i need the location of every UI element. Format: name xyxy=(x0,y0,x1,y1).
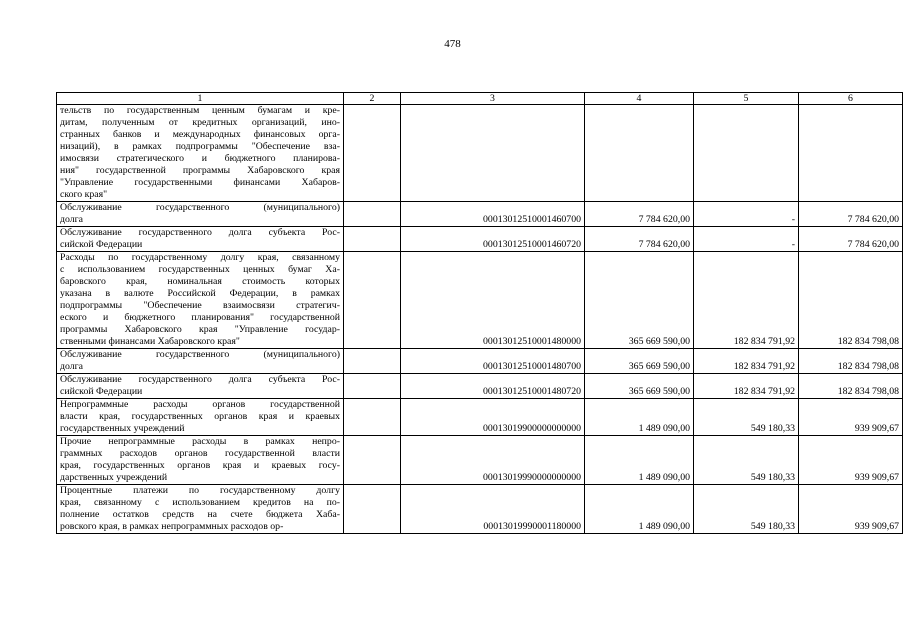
table-row xyxy=(57,485,903,534)
column-header: 1 xyxy=(57,93,344,105)
row-description xyxy=(57,374,344,399)
amount-planned: 1 489 090,00 xyxy=(585,485,694,534)
amount-planned: 7 784 620,00 xyxy=(585,227,694,252)
classification-code: 00013012510001480700 xyxy=(401,349,585,374)
amount-executed: 549 180,33 xyxy=(694,436,799,485)
description-line: государственных учреждений xyxy=(60,423,185,434)
description-line: Процентные платежи по государственному долгу xyxy=(60,485,340,496)
budget-table xyxy=(56,92,903,534)
amount-remaining: 939 909,67 xyxy=(799,485,903,534)
table-row xyxy=(57,349,903,374)
amount-planned xyxy=(585,105,694,202)
amount-planned: 1 489 090,00 xyxy=(585,399,694,436)
description-line: края, связанному с использованием кредитов на по- xyxy=(60,497,340,508)
table-row xyxy=(57,399,903,436)
amount-remaining: 939 909,67 xyxy=(799,399,903,436)
description-line: баровского края, номинальная стоимость которых xyxy=(60,276,340,287)
row-description xyxy=(57,252,344,349)
description-line: граммных расходов органов государственной власти xyxy=(60,448,340,459)
description-line: еского и бюджетного планирования" государственной xyxy=(60,312,340,323)
classification-code: 00013019990001180000 xyxy=(401,485,585,534)
column-header: 5 xyxy=(694,93,799,105)
classification-code: 00013012510001460700 xyxy=(401,202,585,227)
description-line: ровского края, в рамках непрограммных расходов ор- xyxy=(60,521,284,532)
amount-executed: 182 834 791,92 xyxy=(694,252,799,349)
description-line: тельств по государственным ценным бумагам и кре- xyxy=(60,105,340,116)
classification-code: 00013012510001480000 xyxy=(401,252,585,349)
description-line: ния" государственной программы Хабаровского края xyxy=(60,165,340,176)
description-line: Обслуживание государственного (муниципального) xyxy=(60,349,340,360)
description-line: долга xyxy=(60,361,84,372)
amount-remaining: 7 784 620,00 xyxy=(799,202,903,227)
description-line: края, государственных органов края и краевых госу- xyxy=(60,460,340,471)
description-line: "Управление государственными финансами Хабаров- xyxy=(60,177,340,188)
col2-cell xyxy=(344,227,401,252)
table-row xyxy=(57,227,903,252)
amount-executed: 182 834 791,92 xyxy=(694,349,799,374)
classification-code: 00013019900000000000 xyxy=(401,399,585,436)
table-row xyxy=(57,202,903,227)
col2-cell xyxy=(344,105,401,202)
page-number: 478 xyxy=(444,38,461,50)
description-line: с использованием государственных ценных бумаг Ха- xyxy=(60,264,340,275)
description-line: указана в валюте Российской Федерации, в рамках xyxy=(60,288,340,299)
description-line: сийской Федерации xyxy=(60,239,143,250)
description-line: власти края, государственных органов края и краевых xyxy=(60,411,340,422)
amount-executed: 182 834 791,92 xyxy=(694,374,799,399)
amount-remaining: 182 834 798,08 xyxy=(799,349,903,374)
description-line: Прочие непрограммные расходы в рамках непро- xyxy=(60,436,340,447)
amount-planned: 1 489 090,00 xyxy=(585,436,694,485)
amount-planned: 7 784 620,00 xyxy=(585,202,694,227)
amount-planned: 365 669 590,00 xyxy=(585,374,694,399)
description-line: полнение остатков средств на счете бюджета Хаба- xyxy=(60,509,340,520)
row-description xyxy=(57,202,344,227)
amount-remaining xyxy=(799,105,903,202)
col2-cell xyxy=(344,202,401,227)
classification-code: 00013012510001480720 xyxy=(401,374,585,399)
description-line: Обслуживание государственного (муниципального) xyxy=(60,202,340,213)
amount-remaining: 939 909,67 xyxy=(799,436,903,485)
description-line: ственными финансами Хабаровского края" xyxy=(60,336,240,347)
table-row xyxy=(57,374,903,399)
amount-remaining: 7 784 620,00 xyxy=(799,227,903,252)
description-line: дитам, полученным от кредитных организаций, ино- xyxy=(60,117,340,128)
description-line: странных банков и международных финансовых орга- xyxy=(60,129,340,140)
row-description xyxy=(57,399,344,436)
table-row xyxy=(57,105,903,202)
column-header: 3 xyxy=(401,93,585,105)
amount-planned: 365 669 590,00 xyxy=(585,252,694,349)
description-line: низаций), в рамках подпрограммы "Обеспечение вза- xyxy=(60,141,340,152)
description-line: долга xyxy=(60,214,84,225)
col2-cell xyxy=(344,349,401,374)
col2-cell xyxy=(344,374,401,399)
description-line: программы Хабаровского края "Управление государ- xyxy=(60,324,340,335)
row-description xyxy=(57,105,344,202)
col2-cell xyxy=(344,252,401,349)
description-line: Обслуживание государственного долга субъекта Рос- xyxy=(60,374,340,385)
row-description xyxy=(57,485,344,534)
amount-executed: 549 180,33 xyxy=(694,485,799,534)
amount-executed: - xyxy=(694,202,799,227)
col2-cell xyxy=(344,436,401,485)
description-line: ского края" xyxy=(60,189,108,200)
amount-remaining: 182 834 798,08 xyxy=(799,252,903,349)
amount-executed xyxy=(694,105,799,202)
table-header-row xyxy=(57,93,903,105)
row-description xyxy=(57,349,344,374)
table-row xyxy=(57,436,903,485)
description-line: подпрограммы "Обеспечение взаимосвязи стратегич- xyxy=(60,300,340,311)
classification-code: 00013012510001460720 xyxy=(401,227,585,252)
column-header: 6 xyxy=(799,93,903,105)
description-line: Расходы по государственному долгу края, связанному xyxy=(60,252,340,263)
description-line: имосвязи стратегического и бюджетного планирова- xyxy=(60,153,340,164)
amount-remaining: 182 834 798,08 xyxy=(799,374,903,399)
description-line: дарственных учреждений xyxy=(60,472,168,483)
classification-code: 00013019990000000000 xyxy=(401,436,585,485)
column-header: 4 xyxy=(585,93,694,105)
description-line: Обслуживание государственного долга субъекта Рос- xyxy=(60,227,340,238)
amount-executed: - xyxy=(694,227,799,252)
amount-planned: 365 669 590,00 xyxy=(585,349,694,374)
description-line: Непрограммные расходы органов государственной xyxy=(60,399,340,410)
column-header: 2 xyxy=(344,93,401,105)
classification-code xyxy=(401,105,585,202)
col2-cell xyxy=(344,485,401,534)
table-row xyxy=(57,252,903,349)
row-description xyxy=(57,227,344,252)
row-description xyxy=(57,436,344,485)
col2-cell xyxy=(344,399,401,436)
description-line: сийской Федерации xyxy=(60,386,143,397)
amount-executed: 549 180,33 xyxy=(694,399,799,436)
